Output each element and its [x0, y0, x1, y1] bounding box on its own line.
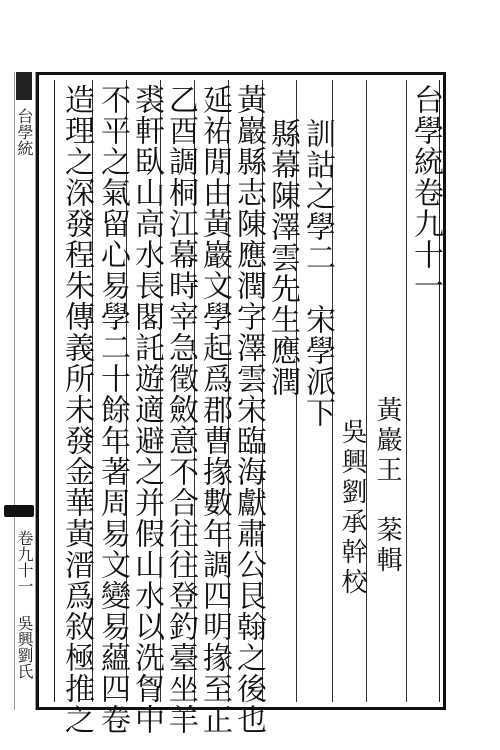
book-title: 台學統卷九十一 — [408, 84, 443, 301]
fore-edge-title: 台學統 — [15, 108, 34, 156]
fore-edge-publisher: 吳興劉氏 — [15, 615, 34, 679]
proofreader-credit: 吳興劉承幹校 — [337, 418, 367, 598]
column-rule — [406, 80, 407, 702]
body-column: 不平之氣留心易學二十餘年著周易文變易蘊四卷 — [95, 84, 130, 735]
column-rule — [366, 80, 367, 702]
section-heading: 訓詁之學二 宋學派下 — [300, 118, 335, 428]
section-subject: 縣幕陳澤雲先生應潤 — [265, 118, 300, 397]
body-column: 造理之深發程朱傳義所未發金華黃溍爲敘極推之 — [59, 84, 94, 735]
fore-edge-volume: 卷九十一 — [15, 530, 34, 594]
body-column: 延祐閒由黃巖文學起爲郡曹掾數年調四明掾至正 — [197, 84, 232, 735]
compiler-credit: 黃巖王 棻輯 — [372, 396, 402, 576]
fish-tail-mark — [4, 505, 34, 517]
body-column: 裘軒臥山高水長閣託遊適避之并假山水以洗胷中 — [129, 84, 164, 735]
body-column: 乙酉調桐江幕時宰急徵斂意不合往往登釣臺坐羊 — [163, 84, 198, 735]
fore-edge-ink-block — [16, 72, 32, 100]
body-column: 黃巖縣志陳應潤字澤雲宋臨海獻肅公艮翰之後也 — [231, 84, 266, 735]
